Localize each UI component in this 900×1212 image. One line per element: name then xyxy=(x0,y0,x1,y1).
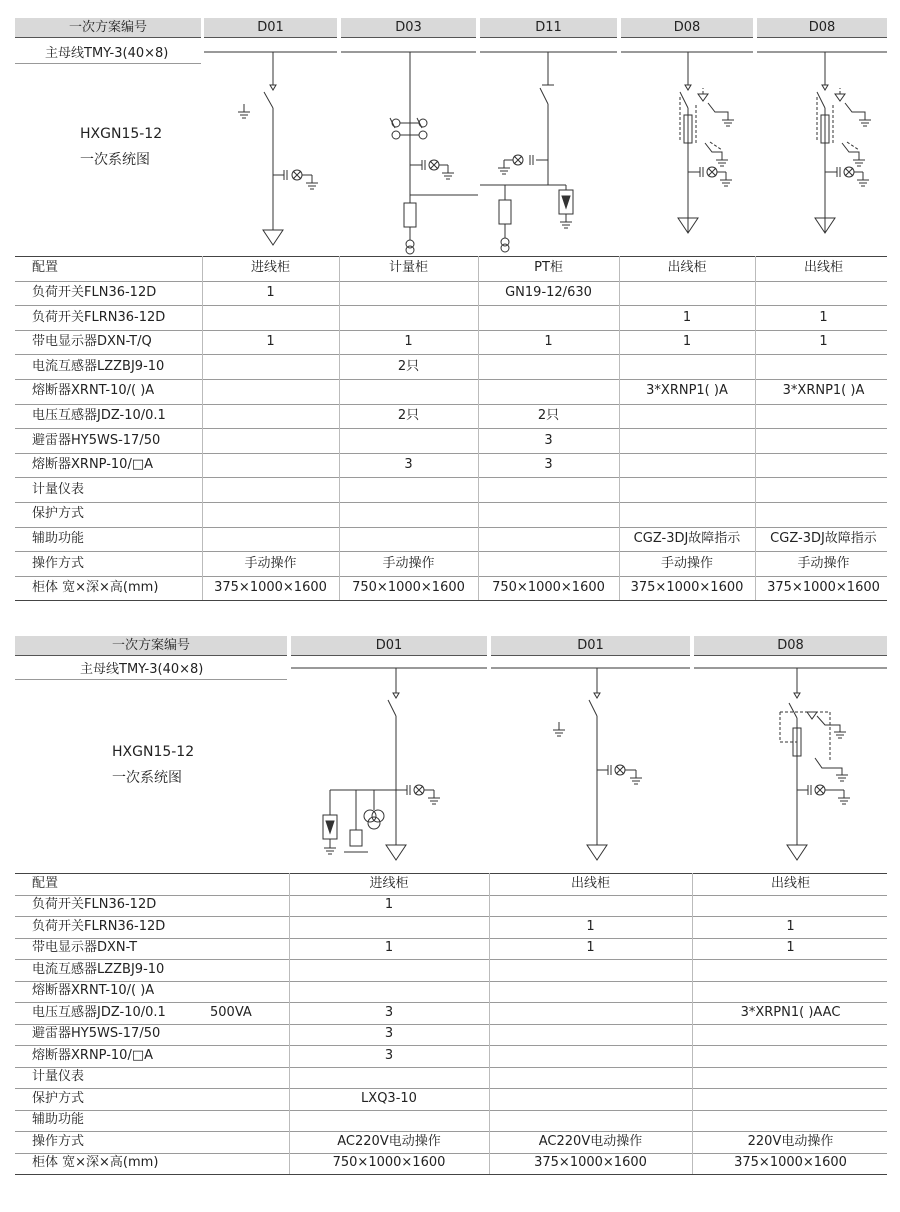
table-cell: 进线柜 xyxy=(369,875,409,891)
row-label: 带电显示器DXN-T xyxy=(32,940,138,956)
row-label: 保护方式 xyxy=(32,1090,85,1106)
column-code: D01 xyxy=(257,20,284,35)
table-cell: 3 xyxy=(384,1047,394,1063)
column-divider xyxy=(489,873,490,1174)
row-label: 负荷开关FLN36-12D xyxy=(32,897,157,913)
model-name: HXGN15-12 xyxy=(80,126,163,142)
row-label: 保护方式 xyxy=(32,506,85,522)
table-cell: 3*XRNP1( )A xyxy=(646,383,728,399)
row-divider xyxy=(15,1088,887,1089)
row-label: 计量仪表 xyxy=(32,481,85,497)
table-cell: 出线柜 xyxy=(803,260,843,276)
table-cell: 375×1000×1600 xyxy=(534,1155,647,1171)
column-code: D08 xyxy=(673,20,701,35)
table-rule xyxy=(15,873,887,874)
row-label: 电流互感器LZZBJ9-10 xyxy=(32,358,165,374)
system-diagram-label: 一次系统图 xyxy=(112,770,182,786)
table-cell: CGZ-3DJ故障指示 xyxy=(633,530,741,546)
d08-outgoing-circuit xyxy=(780,668,850,860)
row-extra-note: 500VA xyxy=(210,1004,252,1020)
table-cell: 1 xyxy=(786,918,795,934)
table-cell: 手动操作 xyxy=(660,555,713,571)
table-cell: 1 xyxy=(266,334,275,350)
table-cell: 1 xyxy=(786,940,795,956)
table-cell: 手动操作 xyxy=(382,555,435,571)
row-label: 辅助功能 xyxy=(32,530,85,546)
table-cell: 750×1000×1600 xyxy=(332,1155,446,1171)
row-label: 电压互感器JDZ-10/0.1 xyxy=(32,407,166,423)
row-label: 辅助功能 xyxy=(32,1112,85,1128)
table-cell: 750×1000×1600 xyxy=(492,580,605,596)
table-cell: 1 xyxy=(384,940,394,956)
table-cell: 3 xyxy=(544,432,553,448)
table-cell: 1 xyxy=(682,309,692,325)
row-divider xyxy=(15,1110,887,1111)
table-cell: 1 xyxy=(544,334,553,350)
table-cell: 3 xyxy=(544,457,553,473)
table-cell: 计量柜 xyxy=(388,260,428,276)
row-label: 避雷器HY5WS-17/50 xyxy=(32,432,161,448)
table-cell: 2只 xyxy=(397,407,420,423)
row-label: 电流互感器LZZBJ9-10 xyxy=(32,961,165,977)
row-label: 负荷开关FLN36-12D xyxy=(32,284,157,300)
table-cell: GN19-12/630 xyxy=(505,284,592,300)
header-label: 一次方案编号 xyxy=(68,20,147,35)
d01-outgoing-circuit xyxy=(553,668,642,860)
row-label: 柜体 宽×深×高(mm) xyxy=(32,580,159,596)
row-label: 熔断器XRNP-10/□A xyxy=(32,1047,154,1063)
row-label: 熔断器XRNP-10/□A xyxy=(32,457,154,473)
row-divider xyxy=(15,938,887,939)
table-cell: 3 xyxy=(384,1026,394,1042)
table-cell: 220V电动操作 xyxy=(747,1133,834,1149)
row-divider xyxy=(15,1153,887,1154)
table-cell: 375×1000×1600 xyxy=(630,580,744,596)
row-label: 电压互感器JDZ-10/0.1 xyxy=(32,1004,166,1020)
table-cell: 3 xyxy=(384,1004,394,1020)
busbar-label: 主母线TMY-3(40×8) xyxy=(80,662,204,677)
table-cell: 1 xyxy=(819,309,828,325)
table-cell: 1 xyxy=(586,918,595,934)
model-name: HXGN15-12 xyxy=(112,744,195,760)
row-label: 熔断器XRNT-10/( )A xyxy=(32,983,155,999)
busbar-label: 主母线TMY-3(40×8) xyxy=(45,46,169,61)
row-label: 负荷开关FLRN36-12D xyxy=(32,918,166,934)
column-code: D01 xyxy=(375,638,403,653)
d01-incoming-circuit xyxy=(323,668,440,860)
header-label: 一次方案编号 xyxy=(111,638,190,653)
table-cell: AC220V电动操作 xyxy=(538,1133,643,1149)
table-cell: 1 xyxy=(384,897,394,913)
table-cell: 出线柜 xyxy=(570,875,610,891)
row-divider xyxy=(15,981,887,982)
column-divider xyxy=(692,873,693,1174)
column-code: D01 xyxy=(577,638,604,653)
row-divider xyxy=(15,916,887,917)
column-code: D11 xyxy=(535,20,562,35)
row-label: 操作方式 xyxy=(32,555,85,571)
row-divider xyxy=(15,1067,887,1068)
table-cell: 750×1000×1600 xyxy=(352,580,465,596)
table-cell: 3 xyxy=(404,457,413,473)
table-cell: 进线柜 xyxy=(250,260,290,276)
row-label: 避雷器HY5WS-17/50 xyxy=(32,1026,161,1042)
table-cell: 375×1000×1600 xyxy=(214,580,327,596)
row-divider xyxy=(15,1024,887,1025)
table-cell: 出线柜 xyxy=(770,875,810,891)
table-cell: PT柜 xyxy=(534,260,563,276)
column-code: D08 xyxy=(808,20,836,35)
row-divider xyxy=(15,959,887,960)
row-divider xyxy=(15,1174,887,1175)
table-cell: 1 xyxy=(586,940,595,956)
table-cell: 375×1000×1600 xyxy=(734,1155,847,1171)
column-divider xyxy=(289,873,290,1174)
table-cell: LXQ3-10 xyxy=(361,1090,417,1106)
table-cell: 3*XRPN1( )AAC xyxy=(740,1004,841,1020)
table-cell: AC220V电动操作 xyxy=(337,1133,441,1149)
row-label: 带电显示器DXN-T/Q xyxy=(32,334,152,350)
row-divider xyxy=(15,1131,887,1132)
table-cell: 手动操作 xyxy=(244,555,297,571)
table-cell: 1 xyxy=(266,284,275,300)
table-cell: 手动操作 xyxy=(797,555,850,571)
row-label: 配置 xyxy=(32,875,59,891)
column-code: D08 xyxy=(777,638,804,653)
table-cell: 1 xyxy=(819,334,828,350)
column-code: D03 xyxy=(395,20,422,35)
table-cell: 375×1000×1600 xyxy=(767,580,880,596)
table-cell: 3*XRNP1( )A xyxy=(782,383,865,399)
table-cell: 2只 xyxy=(397,358,420,374)
table-cell: 2只 xyxy=(537,407,560,423)
table-cell: CGZ-3DJ故障指示 xyxy=(770,530,877,546)
table-cell: 1 xyxy=(682,334,692,350)
row-divider xyxy=(15,895,887,896)
row-divider xyxy=(15,1045,887,1046)
table-cell: 出线柜 xyxy=(667,260,707,276)
row-label: 配置 xyxy=(32,260,59,276)
row-label: 负荷开关FLRN36-12D xyxy=(32,309,166,325)
row-label: 计量仪表 xyxy=(32,1069,85,1085)
row-label: 柜体 宽×深×高(mm) xyxy=(32,1155,159,1171)
row-label: 操作方式 xyxy=(32,1133,85,1149)
table-cell: 1 xyxy=(404,334,413,350)
system-diagram-label: 一次系统图 xyxy=(80,152,150,168)
row-label: 熔断器XRNT-10/( )A xyxy=(32,383,155,399)
row-divider xyxy=(15,1002,887,1003)
